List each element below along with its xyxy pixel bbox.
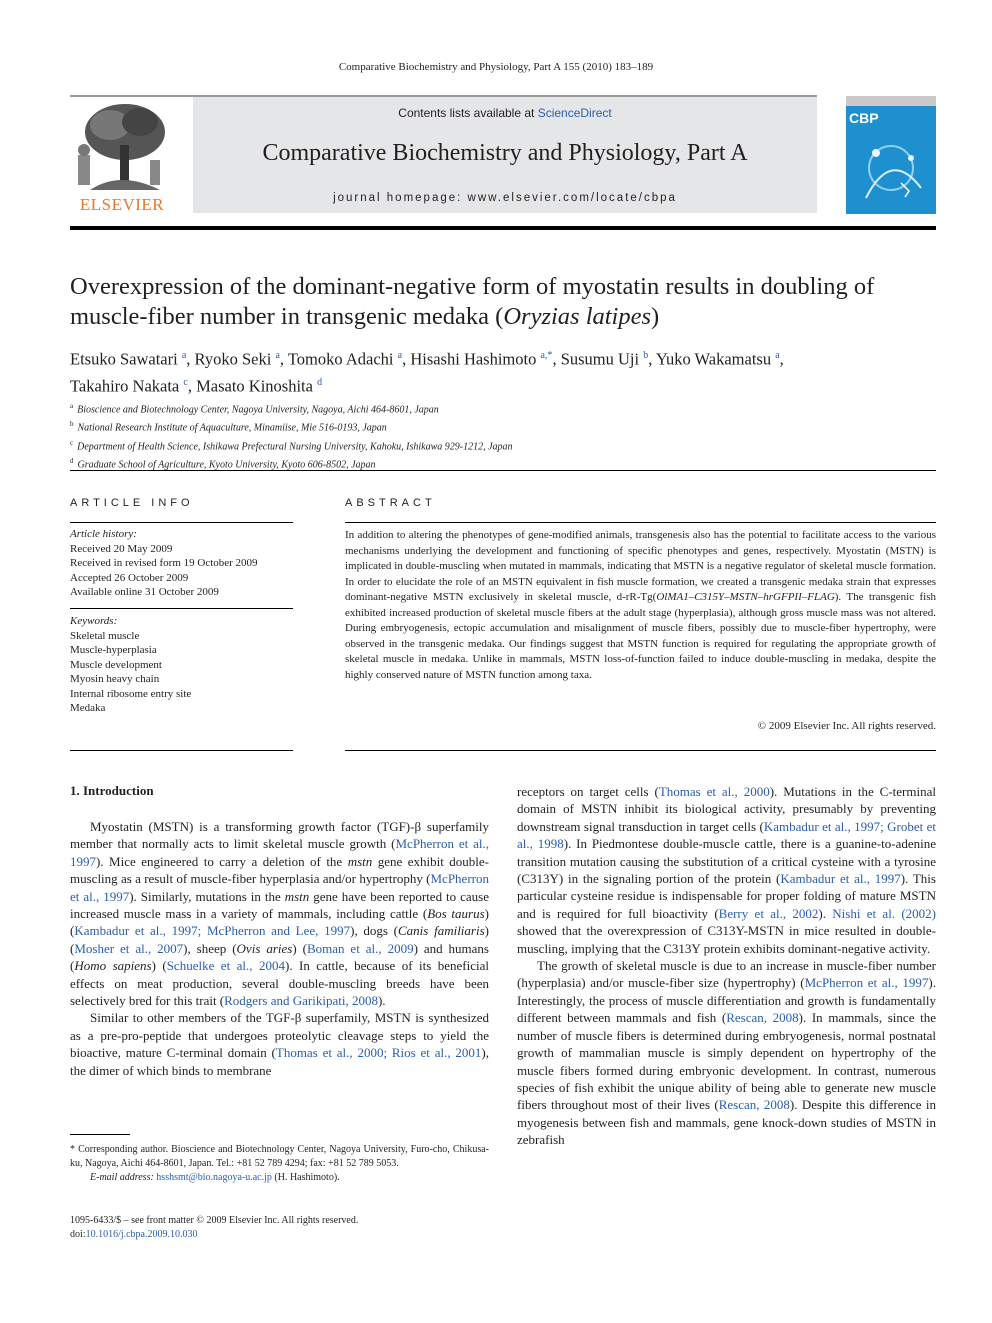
author-affil-sup[interactable]: a,*	[540, 350, 553, 361]
email-line	[70, 1171, 489, 1185]
history-item: Received 20 May 2009	[70, 542, 173, 555]
abstract-text-1: In addition to altering the phenotypes of gene-modified animals, transgenesis also has the potential to facilitate access to the various mechanisms underlying the development and functioning of specific phenotypes and genes, respectively. Myostatin (MSTN) is implicated in double-muscling when mutated in mammals, indicating that MSTN is a negative regulator of skeletal muscle formation. In order to elucidate the role of an MSTN equivalent in fish muscle formation, we created a transgenic medaka strain that expresses dominant-negative MSTN exclusively in skeletal muscle, d-rR-Tg(	[345, 529, 936, 603]
keyword-item: Muscle-hyperplasia	[70, 644, 157, 656]
issn-line: 1095-6433/$ – see front matter © 2009 Elsevier Inc. All rights reserved.	[70, 1215, 359, 1226]
history-item: Received in revised form 19 October 2009	[70, 557, 258, 569]
email-suffix: (H. Hashimoto).	[274, 1172, 340, 1183]
affiliation-divider	[70, 470, 936, 471]
intro-paragraph: The growth of skeletal muscle is due to an increase in muscle-fiber number (hyperplasia) and/or muscle-fiber size (hypertrophy) (McPherron et al., 1997). Interestingly, the process of muscle differentiation and growth is fundamentally different between mammals and fish (Rescan, 2008). In mammals, since the number of muscle fibers is determined during embryogenesis, normal postnatal growth of mammalian muscle is simply dependent on hypertrophy of the muscle fibers formed during embryonic development. In contrast, numerous species of fish exhibit the unique ability of being able to generate new muscle fibers throughout most of their lives (Rescan, 2008). Despite this difference in myogenesis between fish and mammals, gene knock-down studies of MSTN in zebrafish	[517, 958, 936, 1148]
citation-link[interactable]: Mosher et al., 2007	[74, 940, 184, 956]
author-name: Hisashi Hashimoto	[410, 349, 537, 369]
citation-link[interactable]: Schuelke et al., 2004	[166, 958, 285, 974]
citation-link[interactable]: Rescan, 2008	[726, 1010, 799, 1026]
keyword-item: Muscle development	[70, 658, 162, 671]
author-name: Yuko Wakamatsu	[655, 349, 772, 369]
article-history	[70, 527, 293, 600]
affiliation-sup: d	[70, 456, 74, 465]
affiliation-list	[70, 399, 936, 472]
introduction-heading: 1. Introduction	[70, 783, 154, 798]
intro-paragraph: receptors on target cells (Thomas et al., 2000). Mutations in the C-terminal domain of MSTN inhibit its biological activity, presumably by preventing downstream signal transduction in target cells (Kambadur et al., 1997; Grobet et al., 1998). In Piedmontese double-muscle cattle, there is a guanine-to-adenine transition mutation causing the substitution of a critical cysteine with a tyrosine (C313Y) in the signaling portion of the protein (Kambadur et al., 1997). This particular cysteine residue is indispensable for proper folding of mature MSTN and is required for full bioactivity (Berry et al., 2002). Nishi et al. (2002) showed that the overexpression of C313Y-MSTN in mice resulted in double-muscling, implying that the C313Y protein exhibits dominant-negative activity.	[517, 784, 937, 956]
author-affil-sup[interactable]: a	[181, 350, 187, 361]
doi-line	[70, 1228, 358, 1242]
title-line-1: Overexpression of the dominant-negative form of myostatin results in doubling of	[70, 273, 875, 300]
affiliation-sup: a	[70, 402, 74, 410]
history-label: Article history:	[70, 528, 137, 540]
citation-link[interactable]: Kambadur et al., 1997	[780, 871, 901, 887]
doi-link[interactable]: 10.1016/j.cbpa.2009.10.030	[85, 1229, 198, 1240]
article-info-bottom-rule	[70, 750, 293, 751]
author-affil-sup[interactable]: a	[275, 350, 280, 361]
sciencedirect-link[interactable]: ScienceDirect	[537, 106, 612, 120]
affiliation-sup: c	[70, 438, 74, 447]
article-title	[70, 272, 936, 332]
article-info-heading: ARTICLE INFO	[70, 497, 194, 509]
keyword-item: Medaka	[70, 702, 106, 714]
author-name: Etsuko Sawatari	[70, 349, 178, 369]
affiliation-text: Department of Health Science, Ishikawa Prefectural Nursing University, Kahoku, Ishikawa 929-1212, Japan	[77, 440, 513, 452]
history-item: Accepted 26 October 2009	[70, 571, 189, 584]
keyword-item: Myosin heavy chain	[70, 673, 160, 685]
citation-link[interactable]: McPherron et al., 1997	[804, 975, 929, 991]
history-item: Available online 31 October 2009	[70, 586, 219, 598]
abstract-body	[345, 528, 936, 683]
author-name: Susumu Uji	[560, 349, 640, 369]
citation-link[interactable]: Thomas et al., 2000; Rios et al., 2001	[275, 1045, 482, 1061]
abstract-construct: OlMA1–C315Y–MSTN–hrGFPII–FLAG	[656, 591, 835, 603]
doi-label: doi:	[70, 1229, 86, 1240]
footnote-rule	[70, 1134, 130, 1135]
contents-prefix: Contents lists available at	[398, 106, 538, 120]
citation-link[interactable]: Nishi et al. (2002)	[832, 905, 937, 921]
abstract-copyright: © 2009 Elsevier Inc. All rights reserved.	[757, 720, 936, 732]
affiliation-item	[70, 436, 936, 454]
author-affil-sup[interactable]: a	[397, 350, 403, 361]
cover-cbp-label: CBP	[849, 110, 879, 126]
title-close-paren: )	[651, 303, 660, 330]
author-list: Etsuko Sawatari $^a$, Ryoko Seki $^a$, Tomoko Adachi $^a$, Hisashi Hashimoto $^{a,*}$, Susumu Uji $^b$, Yuko Wakamatsu $^a$, Takahiro Nakata $^c$, Masato Kinoshita $^d$	[70, 349, 784, 395]
intro-paragraph: Myostatin (MSTN) is a transforming growth factor (TGF)-β superfamily member that normally acts to limit skeletal muscle growth (McPherron et al., 1997). Mice engineered to carry a deletion of the mstn gene exhibit double-muscling as a result of muscle-fiber hyperplasia and/or hypertrophy (McPherron et al., 1997). Similarly, mutations in the mstn gene have been reported to cause increased muscle mass in a variety of mammals, including cattle (Bos taurus) (Kambadur et al., 1997; McPherron and Lee, 1997), dogs (Canis familiaris) (Mosher et al., 2007), sheep (Ovis aries) (Boman et al., 2009) and humans (Homo sapiens) (Schuelke et al., 2004). In cattle, because of its beneficial effects on meat production, several double-muscling breeds have been selectively bred for this trait (Rodgers and Garikipati, 2008).	[70, 819, 490, 1009]
affiliation-sup: b	[70, 420, 74, 429]
affiliation-text: Graduate School of Agriculture, Kyoto University, Kyoto 606-8502, Japan	[77, 459, 376, 471]
contents-available	[193, 106, 817, 120]
affiliation-text: Bioscience and Biotechnology Center, Nagoya University, Nagoya, Aichi 464-8601, Japan	[77, 404, 439, 416]
author-affil-sup[interactable]: c	[183, 376, 188, 388]
affiliation-item	[70, 417, 936, 435]
citation-link[interactable]: Kambadur et al., 1997; McPherron and Lee, 1997	[74, 923, 351, 939]
header-divider	[70, 226, 936, 230]
author-affil-sup[interactable]: b	[643, 350, 649, 361]
intro-paragraph: Similar to other members of the TGF-β superfamily, MSTN is synthesized as a pre-pro-peptide that undergoes proteolytic cleavage steps to yield the bioactive, mature C-terminal domain (Thomas et al., 2000; Rios et al., 2001), the dimer of which binds to membrane	[70, 1010, 489, 1078]
title-line-2: muscle-fiber number in transgenic medaka (	[70, 303, 504, 330]
journal-cover-thumbnail	[846, 96, 936, 214]
front-matter-meta	[70, 1214, 358, 1242]
author-name: Takahiro Nakata	[70, 376, 180, 395]
body-column-right	[517, 783, 936, 1149]
email-label: E-mail address:	[90, 1172, 154, 1183]
citation-link[interactable]: Rodgers and Garikipati, 2008	[224, 993, 378, 1009]
keyword-item: Skeletal muscle	[70, 629, 140, 642]
title-species: Oryzias latipes	[503, 303, 652, 330]
cover-top-band	[846, 96, 936, 106]
citation-link[interactable]: Boman et al., 2009	[306, 940, 414, 956]
keywords	[70, 614, 293, 716]
email-link[interactable]: hsshsmt@bio.nagoya-u.ac.jp	[156, 1172, 272, 1183]
abstract-heading: ABSTRACT	[345, 497, 436, 509]
citation-link[interactable]: Thomas et al., 2000	[658, 784, 770, 799]
elsevier-wordmark: ELSEVIER	[79, 195, 165, 214]
citation-link[interactable]: McPherron et al., 1997	[70, 836, 489, 869]
author-name: Ryoko Seki	[194, 349, 272, 369]
journal-title: Comparative Biochemistry and Physiology, Part A	[262, 140, 748, 166]
abstract-text-2: ). The transgenic fish exhibited increased production of skeletal muscle fibers at the adult stage (hyperplasia), although gross muscle mass was not altered. During embryogenesis, ectopic accumulation and misalignment of muscle fibers, possibly due to muscle-fiber hypertrophy, were observed in the transgenic medaka. Our findings suggest that MSTN function is required for regulating the appropriate growth of skeletal muscle in medaka. Unlike in mammals, MSTN loss-of-function failed to induce double-muscling in medaka, despite the highly conserved nature of MSTN function among taxa.	[345, 591, 936, 681]
affiliation-item	[70, 399, 936, 417]
keywords-label: Keywords:	[70, 615, 118, 627]
journal-homepage[interactable]: journal homepage: www.elsevier.com/locate/cbpa	[333, 192, 677, 204]
keywords-rule	[70, 608, 293, 609]
citation-link[interactable]: McPherron et al., 1997	[70, 871, 489, 904]
keyword-item: Internal ribosome entry site	[70, 687, 192, 700]
author-affil-sup[interactable]: a	[775, 350, 780, 361]
affiliation-text: National Research Institute of Aquaculture, Minamiise, Mie 516-0193, Japan	[77, 422, 387, 434]
cover-illustration	[846, 128, 936, 214]
corresponding-author-footnote	[70, 1143, 489, 1185]
citation-link[interactable]: Berry et al., 2002	[718, 905, 819, 921]
article-info-rule	[70, 522, 293, 523]
journal-reference: Comparative Biochemistry and Physiology, Part A 155 (2010) 183–189	[338, 61, 654, 73]
author-name: Tomoko Adachi	[287, 349, 394, 369]
citation-link[interactable]: Kambadur et al., 1997; Grobet et al., 1998	[517, 818, 936, 852]
abstract-rule	[345, 522, 936, 523]
author-affil-sup[interactable]: d	[317, 376, 323, 388]
abstract-bottom-rule	[345, 750, 936, 751]
corresponding-author-text: * Corresponding author. Bioscience and Biotechnology Center, Nagoya University, Furo-cho, Chikusa-ku, Nagoya, Aichi 464-8601, Japan. Tel.: +81 52 789 4294; fax: +81 52 789 5053.	[70, 1144, 489, 1169]
body-column-left	[70, 818, 489, 1079]
author-name: Masato Kinoshita	[196, 376, 313, 395]
citation-link[interactable]: Rescan, 2008	[718, 1097, 790, 1113]
